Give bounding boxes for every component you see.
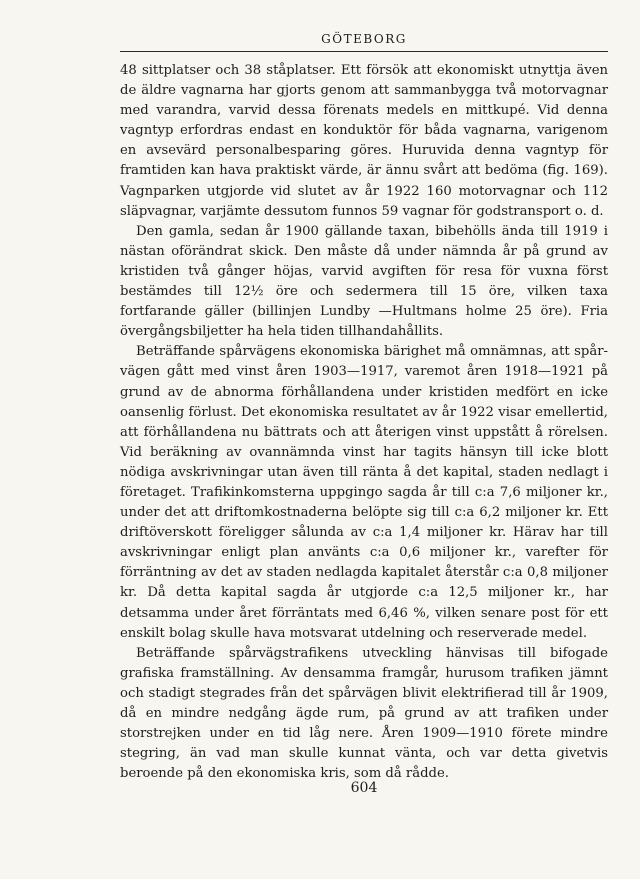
paragraph: Den gamla, sedan år 1900 gällande taxan, bibehölls ända till 1919 i nästan oförändrat skick. Den måste då under nämnda år på grund av kristiden två gånger höjas, varvid avgiften för resa för vuxna först bestämdes till 12½ öre och sedermera till 15 öre, vilken taxa fortfarande gäller (billinjen Lundby —Hultmans holme 25 öre). Fria övergångsbiljetter ha hela tiden tillhandahållits. <box>120 223 608 340</box>
header-rule <box>120 51 608 52</box>
body-text <box>120 61 608 784</box>
paragraph: Beträffande spårvägens ekonomiska bärighet må omnämnas, att spårvägen gått med vinst åren 1903—1917, varemot åren 1918—1921 på grund av de abnorma förhållandena under kristiden medfört en icke oansenlig förlust. Det ekonomiska resultatet av år 1922 visar emellertid, att förhållandena nu bättrats och att återigen vinst uppstått å rörelsen. Vid beräkning av ovannämnda vinst har tagits hänsyn till icke blott nödiga avskrivningar utan även till ränta å det kapital, staden nedlagt i företaget. Trafikinkomsterna uppgingo sagda år till c:a 7,6 miljoner kr., under det att driftomkostnaderna belöpte sig till c:a 6,2 miljoner kr. Ett driftöverskott föreligger sålunda av c:a 1,4 miljoner kr. Härav har till avskrivningar enligt plan använts c:a 0,6 miljoner kr., varefter för förräntning av det av staden nedlagda kapitalet återstår c:a 0,8 miljoner kr. Då detta kapital sagda år utgjorde c:a 12,5 miljoner kr., har detsamma under året förräntats med 6,46 %, vilken senare post för ett enskilt bolag skulle hava motsvarat utdelning och reserverade medel. <box>120 344 608 641</box>
paragraph: Beträffande spårvägstrafikens utveckling hänvisas till bifogade grafiska framställning. Av densamma framgår, hurusom trafiken jämnt och stadigt stegrades från det spårvägen blivit elektrifierad till år 1909, då en mindre nedgång ägde rum, på grund av att trafiken under storstrejken under en tid låg nere. Åren 1909—1910 förete mindre stegring, än vad man skulle kunnat vänta, och var detta givetvis beroende på den ekonomiska kris, som då rådde. <box>120 645 608 782</box>
paragraph: 48 sittplatser och 38 ståplatser. Ett försök att ekonomiskt utnyttja även de äldre vagnarna har gjorts genom att sammanbygga två motorvagnar med varandra, varvid dessa förenats medels en mittkupé. Vid denna vagntyp erfordras endast en konduktör för båda vagnarna, varigenom en avsevärd personalbesparing göres. Huruvida denna vagntyp för framtiden kan hava praktiskt värde, är ännu svårt att bedöma (fig. 169). Vagnparken utgjorde vid slutet av år 1922 160 motorvagnar och 112 släpvagnar, varjämte dessutom funnos 59 vagnar för godstransport o. d. <box>120 63 608 219</box>
running-head: GÖTEBORG <box>321 32 407 46</box>
page-number: 604 <box>350 780 378 796</box>
